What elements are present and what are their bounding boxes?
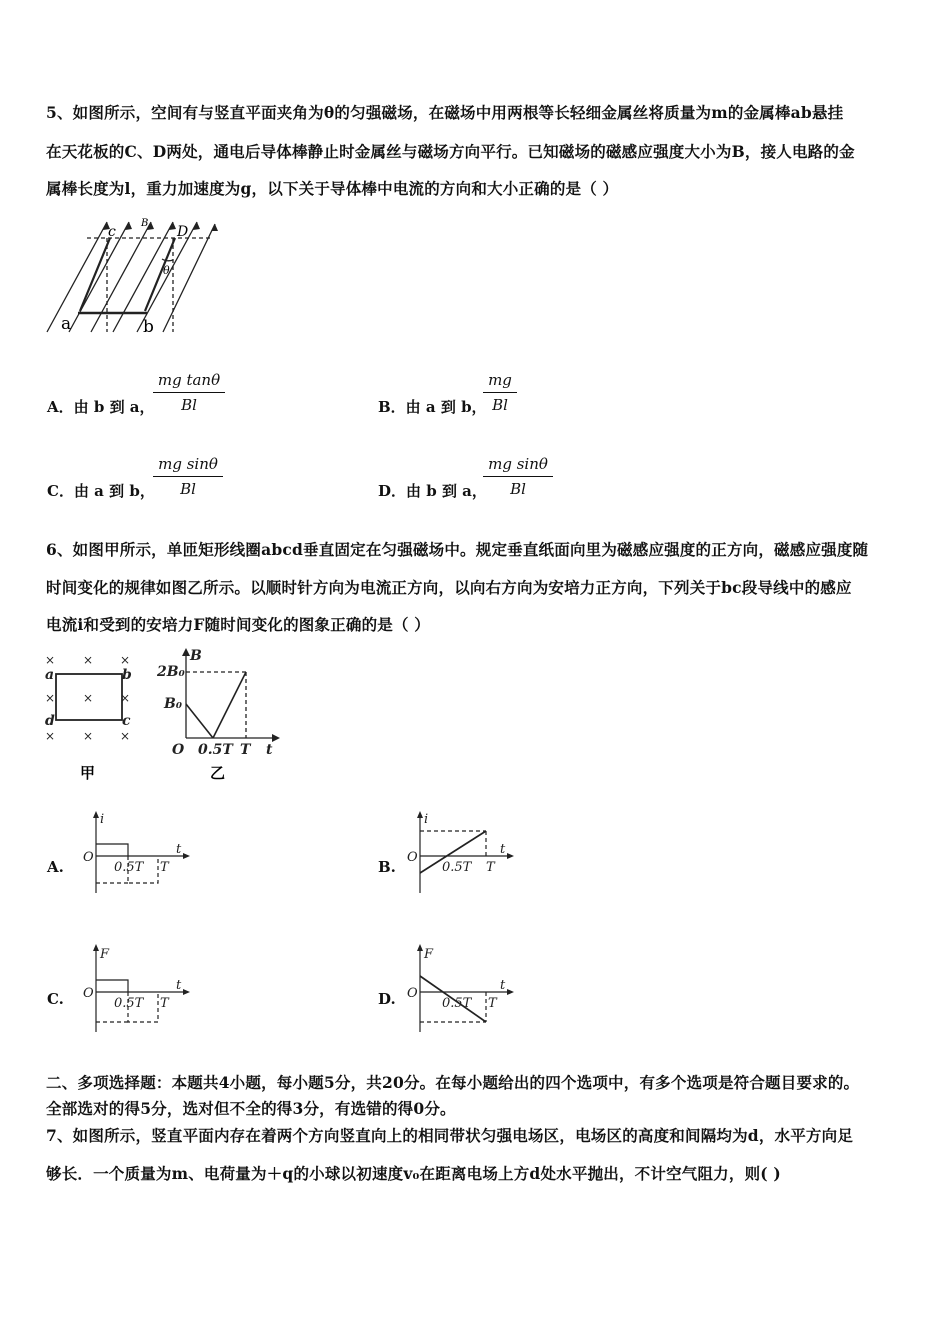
axis-label-i: i <box>424 812 429 827</box>
q5-option-a-label[interactable]: A．由 b 到 a， <box>47 398 155 416</box>
q5-option-d-num: mg sinθ <box>483 455 553 477</box>
axis-label-b: B <box>190 648 202 664</box>
origin-label: O <box>172 742 185 758</box>
caption-yi: 乙 <box>210 764 226 782</box>
axis-label-f: F <box>100 947 110 962</box>
q5-option-a-fraction <box>153 371 225 414</box>
q5-option-d-label[interactable]: D．由 b 到 a， <box>378 482 487 500</box>
tick-half-t: 0.5T <box>114 996 144 1011</box>
cross-icon: × <box>45 691 56 705</box>
q6-figure-jia <box>40 652 140 782</box>
q5-option-c-label[interactable]: C．由 a 到 b， <box>47 482 155 500</box>
q5-option-c-num: mg sinθ <box>153 455 223 477</box>
q6-option-a-label[interactable]: A. <box>47 858 64 876</box>
q5-stem-line-1: 5、如图所示，空间有与竖直平面夹角为θ的匀强磁场，在磁场中用两根等长轻细金属丝将质量为m的金属棒ab悬挂 <box>46 103 844 122</box>
axis-label-t: t <box>500 978 506 993</box>
section2-heading-line-2: 全部选对的得5分，选对但不全的得3分，有选错的得0分。 <box>46 1099 456 1118</box>
tick-2b0: 2B₀ <box>157 664 185 680</box>
q5-option-d-fraction <box>483 455 553 498</box>
axis-label-f: F <box>424 947 434 962</box>
q6-option-c-label[interactable]: C. <box>47 990 64 1008</box>
q5-stem-line-2: 在天花板的C、D两处，通电后导体棒静止时金属丝与磁场方向平行。已知磁场的磁感应强度大小为B，接人电路的金 <box>46 142 855 161</box>
q6-option-b-label[interactable]: B. <box>378 858 396 876</box>
label-theta: θ <box>163 264 170 277</box>
origin-label: O <box>83 850 94 865</box>
tick-half-t: 0.5T <box>198 742 233 758</box>
tick-half-t: 0.5T <box>442 996 472 1011</box>
q5-option-a-den: Bl <box>181 396 197 414</box>
q5-stem-line-3: 属棒长度为l，重力加速度为g，以下关于导体棒中电流的方向和大小正确的是（ ） <box>46 179 619 198</box>
q6-stem-line-3: 电流i和受到的安培力F随时间变化的图象正确的是（ ） <box>46 615 430 634</box>
q5-option-c-den: Bl <box>180 480 196 498</box>
axis-label-i: i <box>100 812 105 827</box>
tick-t: T <box>160 860 169 875</box>
q5-option-c-fraction <box>153 455 223 498</box>
tick-half-t: 0.5T <box>114 860 144 875</box>
cross-icon: × <box>120 653 131 667</box>
q6-stem-line-1: 6、如图甲所示，单匝矩形线圈abcd垂直固定在匀强磁场中。规定垂直纸面向里为磁感应强度的正方向，磁感应强度随 <box>46 540 869 559</box>
origin-label: O <box>83 986 94 1001</box>
tick-t: T <box>160 996 169 1011</box>
label-d: D <box>177 224 189 240</box>
q5-option-a-num: mg tanθ <box>153 371 225 393</box>
q6-option-d-label[interactable]: D. <box>378 990 396 1008</box>
section2-heading-line-1: 二、多项选择题：本题共4小题，每小题5分，共20分。在每小题给出的四个选项中，有多个选项是符合题目要求的。 <box>46 1073 860 1092</box>
origin-label: O <box>407 850 418 865</box>
tick-t: T <box>240 742 251 758</box>
q6-stem-line-2: 时间变化的规律如图乙所示。以顺时针方向为电流正方向，以向右方向为安培力正方向，下列关于bc段导线中的感应 <box>46 578 852 597</box>
q5-option-b-label[interactable]: B．由 a 到 b， <box>378 398 487 416</box>
q5-option-d-den: Bl <box>510 480 526 498</box>
axis-label-t: t <box>500 842 506 857</box>
q6-option-b-graph <box>404 811 514 896</box>
label-c: c <box>108 224 116 240</box>
q6-option-c-graph <box>80 944 190 1034</box>
q7-stem-line-2: 够长．一个质量为m、电荷量为＋q的小球以初速度v₀在距离电场上方d处水平抛出，不计空气阻力，则( ) <box>46 1164 781 1183</box>
cross-icon: × <box>120 691 131 705</box>
corner-b: b <box>122 667 132 683</box>
cross-icon: × <box>83 691 94 705</box>
cross-icon: × <box>83 653 94 667</box>
tick-t: T <box>486 860 495 875</box>
corner-c: c <box>122 713 131 729</box>
corner-d: d <box>45 713 55 729</box>
cross-icon: × <box>45 653 56 667</box>
corner-a: a <box>45 667 55 683</box>
label-b: b <box>143 317 154 337</box>
caption-jia: 甲 <box>80 764 96 782</box>
q6-option-d-graph <box>404 944 514 1034</box>
label-a: a <box>61 314 72 334</box>
tick-t: T <box>488 996 497 1011</box>
q5-option-b-fraction <box>483 371 517 414</box>
origin-label: O <box>407 986 418 1001</box>
axis-label-t: t <box>176 978 182 993</box>
q5-figure <box>45 214 215 337</box>
label-b-field: B <box>141 218 149 229</box>
axis-label-t: t <box>176 842 182 857</box>
axis-label-t: t <box>266 742 273 758</box>
tick-half-t: 0.5T <box>442 860 472 875</box>
q5-option-b-den: Bl <box>492 396 508 414</box>
cross-icon: × <box>45 729 56 743</box>
q6-option-a-graph <box>80 811 190 896</box>
cross-icon: × <box>120 729 131 743</box>
q7-stem-line-1: 7、如图所示，竖直平面内存在着两个方向竖直向上的相同带状匀强电场区，电场区的高度和间隔均为d，水平方向足 <box>46 1126 854 1145</box>
tick-b0: B₀ <box>164 696 182 712</box>
q5-option-b-num: mg <box>483 371 517 393</box>
cross-icon: × <box>83 729 94 743</box>
q6-figure-yi <box>154 646 284 781</box>
